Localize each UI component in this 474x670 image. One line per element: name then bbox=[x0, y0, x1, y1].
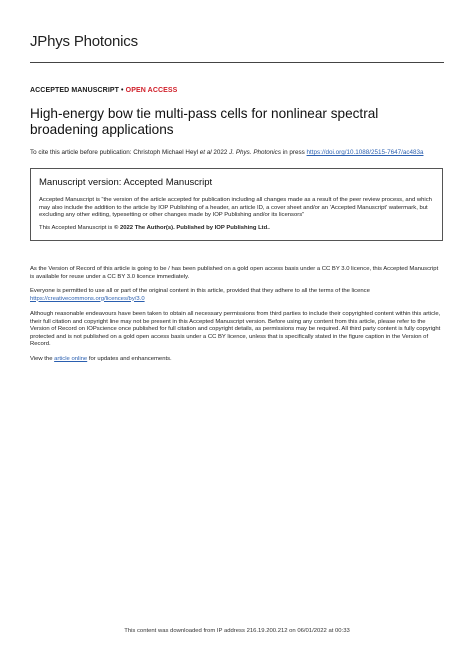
manuscript-version-box bbox=[30, 168, 443, 241]
doi-link[interactable]: https://doi.org/10.1088/2515-7647/ac483a bbox=[306, 149, 424, 156]
view-suffix: for updates and enhancements. bbox=[87, 356, 172, 362]
article-online-link[interactable]: article online bbox=[54, 356, 88, 362]
licence-paragraph: As the Version of Record of this article is going to be / has been published on a gold open access basis under a CC BY 3.0 licence, this Accepted Manuscript is available for reuse under a CC BY 3.0 licence immediately. bbox=[30, 266, 439, 280]
copyright-suffix: . bbox=[268, 225, 271, 231]
view-online-paragraph bbox=[30, 356, 444, 364]
copyright-holder: © 2022 The Author(s). Published by IOP Publishing Ltd. bbox=[113, 225, 269, 231]
accepted-manuscript-definition: Accepted Manuscript is “the version of the article accepted for publication including all changes made as a result of the peer review process, and which may also include the addition to the article by IOP Publishing of a header, an article ID, a cover sheet and/or an ‘Accepted Manuscript’ watermark, but excluding any other editing, typesetting or other changes made by IOP Publishing and/or its licensors” bbox=[39, 197, 432, 219]
licence-link[interactable]: https://creativecommons.org/licences/by/3.0 bbox=[30, 295, 145, 302]
copyright-prefix: This Accepted Manuscript is bbox=[39, 225, 114, 231]
citation-line bbox=[30, 149, 450, 157]
reuse-paragraph bbox=[30, 288, 444, 303]
citation-prefix: To cite this article before publication: Christoph Michael Heyl bbox=[30, 149, 200, 156]
label-separator: • bbox=[119, 87, 126, 94]
citation-status: in press bbox=[280, 149, 307, 156]
manuscript-status-label bbox=[30, 87, 177, 94]
open-access-label: OPEN ACCESS bbox=[125, 87, 178, 94]
header-rule bbox=[30, 62, 444, 63]
citation-etal: et al bbox=[199, 149, 212, 156]
citation-year: 2022 bbox=[211, 149, 230, 156]
journal-name: JPhys Photonics bbox=[30, 33, 138, 50]
copyright-statement bbox=[39, 225, 437, 233]
permissions-paragraph: Although reasonable endeavours have been taken to obtain all necessary permissions from third parties to include their copyrighted content within this article, their full citation and copyright line may not be present in this Accepted Manuscript version. Before using any content from this article, please refer to the Version of Record on IOPscience once published for full citation and copyright details, as permissions may be required. All third party content is fully copyright protected and is not published on a gold open access basis under a CC BY licence, unless that is specifically stated in the figure caption in the Version of Record. bbox=[30, 311, 441, 348]
accepted-manuscript-label: ACCEPTED MANUSCRIPT bbox=[30, 87, 120, 94]
citation-journal: J. Phys. Photonics bbox=[229, 149, 281, 156]
view-prefix: View the bbox=[30, 356, 55, 362]
box-title: Manuscript version: Accepted Manuscript bbox=[39, 177, 213, 188]
article-title: High-energy bow tie multi-pass cells for nonlinear spectral broadening applications bbox=[30, 106, 379, 137]
reuse-text: Everyone is permitted to use all or part of the original content in this article, provided that they adhere to all the terms of the licence bbox=[30, 288, 370, 294]
download-footer: This content was downloaded from IP address 216.19.200.212 on 06/01/2022 at 00:33 bbox=[124, 628, 350, 634]
